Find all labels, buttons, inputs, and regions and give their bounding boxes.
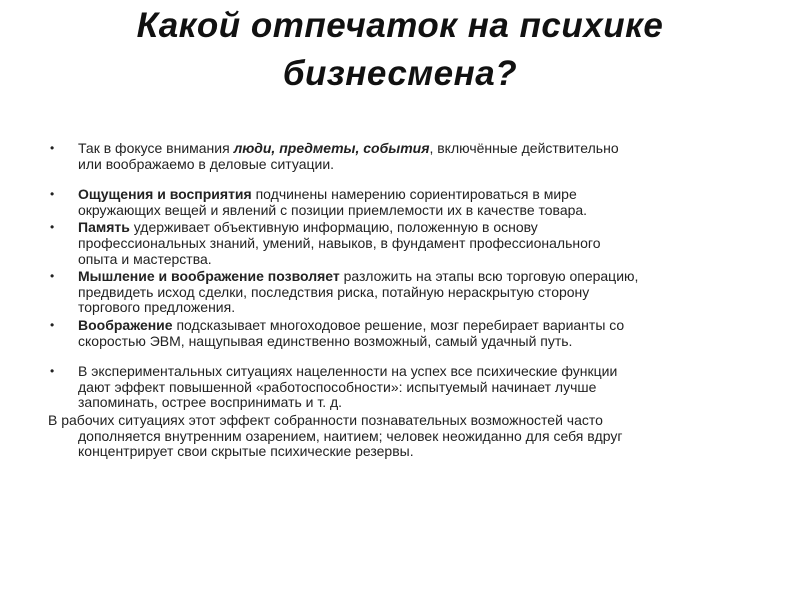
bullet-text: удерживает объективную информацию, положенную в основу [129, 219, 538, 236]
bullet-text: В экспериментальных ситуациях нацеленности на успех все психические функции [78, 363, 618, 380]
bullet-text: профессиональных знаний, умений, навыков, в фундамент профессионального [78, 234, 601, 251]
slide-title [40, 2, 760, 98]
bullet-marker: • [50, 187, 55, 202]
paragraph-text: В рабочих ситуациях этот эффект собранности познавательных возможностей часто [48, 411, 603, 428]
bullet-item-memory [48, 220, 768, 267]
slide-title-line-1: Какой отпечаток на психике [136, 6, 664, 45]
bullet-text: скоростью ЭВМ, нащупывая единственно возможный, самый удачный путь. [78, 332, 573, 349]
slide-title-line-2: бизнесмена? [282, 54, 518, 93]
bullet-marker: • [50, 364, 55, 379]
bullet-text: разложить на этапы всю торговую операцию, [339, 268, 639, 285]
bullet-text: торгового предложения. [78, 299, 236, 316]
bullet-bold: Воображение [78, 316, 173, 333]
bullet-text: , включённые действительно [429, 140, 619, 156]
bullet-item-attention [48, 141, 768, 172]
paragraph-text: концентрирует свои скрытые психические резервы. [78, 443, 414, 460]
closing-paragraph [48, 413, 768, 460]
bullet-text: предвидеть исход сделки, последствия риска, потайную нераскрытую сторону [78, 283, 590, 300]
bullet-marker: • [50, 317, 55, 332]
paragraph-text: дополняется внутренним озарением, наитием; человек неожиданно для себя вдруг [78, 427, 623, 444]
bullet-text: подчинены намерению сориентироваться в мире [251, 186, 577, 203]
bullet-marker: • [50, 269, 55, 284]
bullet-text: дают эффект повышенной «работоспособности»: испытуемый начинает лучше [78, 378, 597, 395]
bullet-text: опыта и мастерства. [78, 250, 212, 267]
bullet-marker: • [50, 220, 55, 235]
bullet-bold: Мышление и воображение позволяет [78, 268, 340, 285]
bullet-text: или воображаемо в деловые ситуации. [78, 155, 335, 172]
bullet-text: подсказывает многоходовое решение, мозг перебирает варианты со [172, 316, 625, 333]
bullet-text: окружающих вещей и явлений с позиции приемлемости их в качестве товара. [78, 201, 588, 218]
slide-body [48, 141, 768, 460]
bullet-item-imagination [48, 318, 768, 349]
bullet-emphasis: люди, предметы, события [233, 140, 430, 156]
bullet-bold: Память [78, 219, 130, 236]
bullet-marker: • [50, 141, 55, 155]
bullet-bold: Ощущения и восприятия [78, 186, 252, 203]
bullet-item-experiment [48, 364, 768, 411]
bullet-item-perception [48, 187, 768, 218]
bullet-item-thinking [48, 269, 768, 316]
bullet-text: Так в фокусе внимания [78, 140, 234, 156]
bullet-text: запоминать, острее воспринимать и т. д. [78, 394, 343, 411]
